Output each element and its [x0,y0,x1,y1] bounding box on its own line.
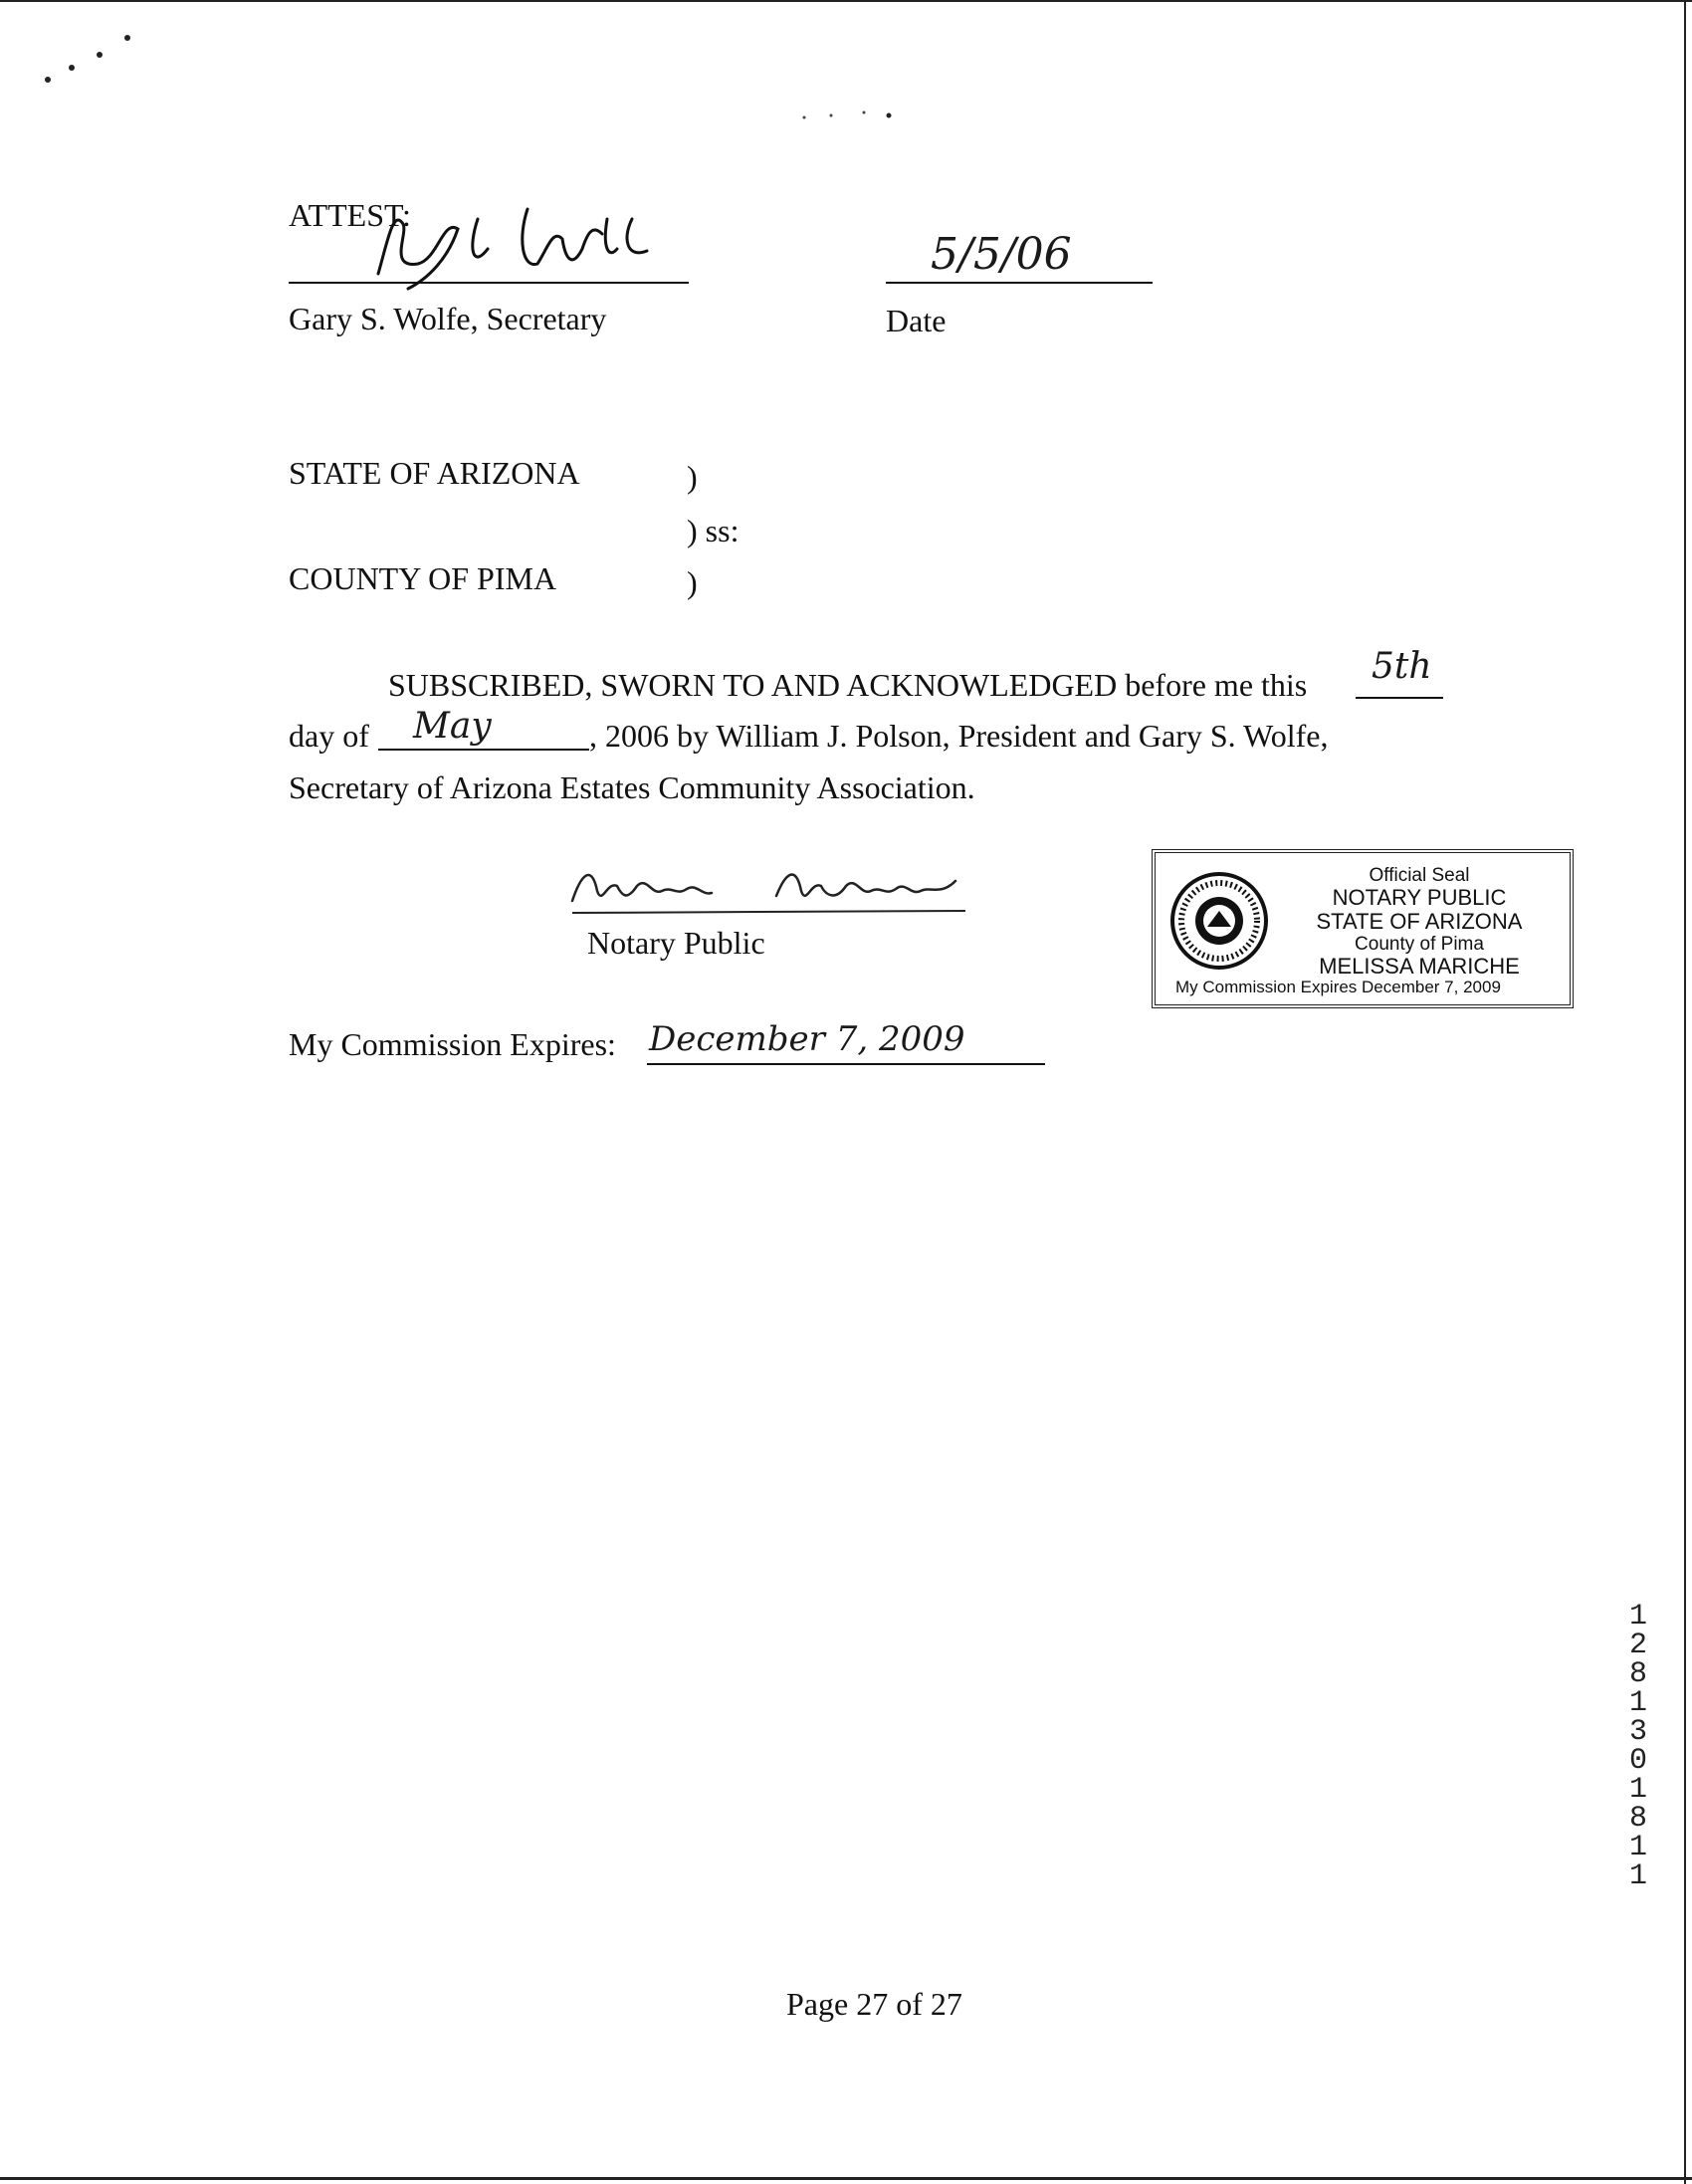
commission-label: My Commission Expires: [289,1026,616,1062]
venue-state: STATE OF ARIZONA [289,455,580,491]
attest-date-value: 5/5/06 [931,229,1072,280]
notary-seal-stamp [1152,849,1574,1008]
date-label: Date [886,303,947,338]
arizona-seal-icon [1169,871,1269,971]
ack-day-line [1356,697,1443,699]
ack-line-2-suffix: , 2006 by William J. Polson, President and Gary S. Wolfe, [589,718,1329,754]
notary-public-label: Notary Public [587,925,765,961]
seal-notary-public: NOTARY PUBLIC [1332,885,1507,910]
page-border-bottom [0,2177,1692,2180]
commission-value: December 7, 2009 [649,1019,965,1059]
ack-day-value: 5th [1372,646,1432,687]
commission-line [647,1063,1045,1065]
ack-month-line [378,749,589,751]
venue-county: COUNTY OF PIMA [289,560,557,596]
seal-county: County of Pima [1355,934,1484,955]
attest-signer-name: Gary S. Wolfe, Secretary [289,301,607,336]
side-filing-code: 1 2 8 1 3 0 1 8 1 1 [1628,1600,1647,1893]
page-number: Page 27 of 27 [786,1986,962,2022]
date-line [886,282,1153,284]
venue-paren-1: ) [687,459,698,495]
ack-line-3: Secretary of Arizona Estates Community Association. [289,769,975,805]
seal-state: STATE OF ARIZONA [1316,909,1523,934]
signature-notary [562,851,980,921]
attest-label: ATTEST: [289,197,411,233]
signature-gary-wolfe [348,179,677,299]
seal-name: MELISSA MARICHE [1319,954,1520,979]
ack-line-2-prefix: day of [289,718,369,754]
ack-month-value: May [413,706,492,747]
scan-specks [0,0,1692,139]
venue-paren-3: ) [687,564,698,600]
attest-signature-line [289,282,689,284]
ack-line-1: SUBSCRIBED, SWORN TO AND ACKNOWLEDGED before me this [388,667,1308,703]
seal-expiration: My Commission Expires December 7, 2009 [1175,978,1501,996]
seal-title: Official Seal [1369,865,1470,886]
page-border-right [1684,0,1686,2184]
venue-ss: ) ss: [687,513,740,548]
